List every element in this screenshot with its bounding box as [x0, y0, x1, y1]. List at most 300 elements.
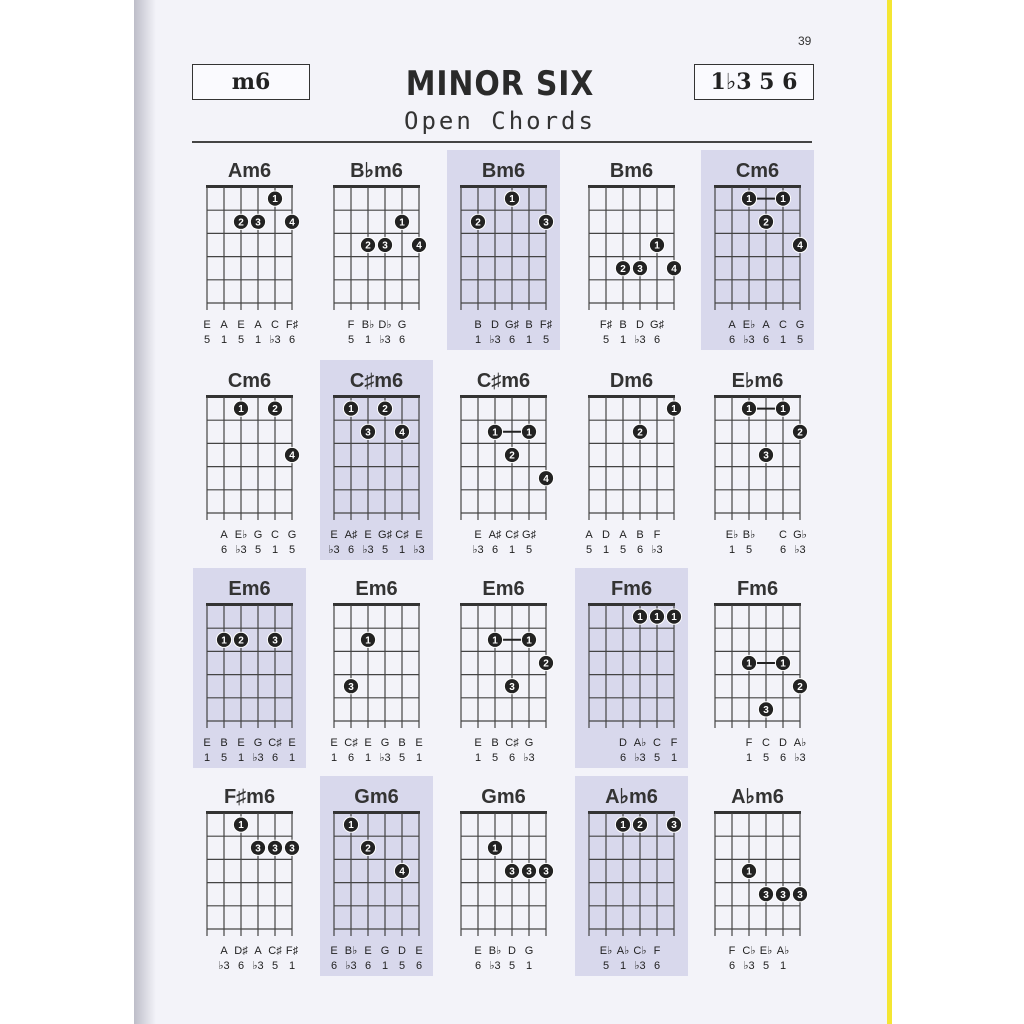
string-note: E♭	[742, 319, 756, 331]
finger-number: 4	[289, 217, 295, 229]
string-interval: 1	[508, 544, 516, 556]
string-interval: 6	[619, 752, 627, 764]
finger-number: 4	[399, 427, 405, 439]
finger-number: 3	[365, 427, 371, 439]
string-note: G	[253, 529, 263, 541]
chord-diagram	[588, 160, 682, 346]
finger-number: 1	[348, 820, 354, 832]
string-note: E	[203, 737, 211, 749]
string-interval: 6	[474, 960, 482, 972]
string-interval: 6	[491, 544, 499, 556]
string-note: A	[254, 319, 262, 331]
chord-name: Cm6	[227, 370, 272, 392]
chord-name: C♯m6	[476, 370, 531, 392]
string-note: E	[203, 319, 211, 331]
finger-number: 3	[255, 843, 261, 855]
string-note: B	[474, 319, 482, 331]
string-note: A	[220, 945, 228, 957]
chord-nut	[206, 603, 293, 606]
chord-nut	[588, 395, 675, 398]
chord-nut	[460, 811, 547, 814]
finger-number: 4	[797, 240, 803, 252]
finger-number: 3	[272, 635, 278, 647]
chord-diagram	[714, 786, 808, 972]
chord-diagram	[575, 776, 688, 976]
finger-number: 1	[654, 240, 660, 252]
string-note: A	[220, 319, 228, 331]
finger-number: 3	[526, 866, 532, 878]
chord-nut	[333, 603, 420, 606]
string-note: A	[585, 529, 593, 541]
string-note: D	[636, 319, 644, 331]
string-interval: 1	[779, 960, 787, 972]
chord-diagram	[460, 786, 554, 972]
string-interval: 1	[474, 334, 482, 346]
string-note: D	[779, 737, 787, 749]
chord-name: Cm6	[735, 160, 780, 182]
string-note: F♯	[539, 319, 553, 331]
string-interval: 1	[381, 960, 389, 972]
string-interval: 6	[653, 334, 661, 346]
finger-number: 1	[365, 635, 371, 647]
string-interval: 1	[619, 960, 627, 972]
string-note: C♯	[268, 737, 282, 749]
chord-name: A♭m6	[605, 786, 658, 808]
finger-number: 1	[238, 820, 244, 832]
string-interval: 1	[254, 334, 262, 346]
string-note: G	[524, 945, 534, 957]
string-note: A	[254, 945, 262, 957]
chord-diagram	[330, 578, 422, 764]
string-note: C	[271, 319, 279, 331]
finger-number: 1	[637, 612, 643, 624]
string-interval: 6	[728, 960, 736, 972]
finger-number: 3	[382, 240, 388, 252]
string-note: E	[415, 945, 423, 957]
string-interval: 5	[398, 752, 406, 764]
string-interval: ♭3	[218, 960, 230, 972]
chord-name: F♯m6	[223, 786, 276, 808]
finger-number: 3	[797, 889, 803, 901]
string-interval: ♭3	[651, 544, 663, 556]
string-interval: 1	[745, 752, 753, 764]
string-interval: ♭3	[634, 334, 646, 346]
chord-nut	[714, 811, 801, 814]
string-interval: 1	[288, 752, 296, 764]
string-interval: 6	[415, 960, 423, 972]
chord-nut	[588, 603, 675, 606]
chord-nut	[333, 811, 420, 814]
string-note: E	[364, 737, 372, 749]
string-interval: 5	[254, 544, 262, 556]
string-note: A	[220, 529, 228, 541]
string-interval: 6	[220, 544, 228, 556]
string-note: D♯	[234, 945, 248, 957]
string-interval: 1	[330, 752, 338, 764]
string-note: C♯	[344, 737, 358, 749]
string-note: E	[237, 319, 245, 331]
string-note: B♭	[742, 529, 756, 541]
string-note: F	[653, 529, 661, 541]
string-note: A♭	[793, 737, 807, 749]
string-note: B	[398, 737, 406, 749]
string-interval: ♭3	[794, 544, 806, 556]
string-interval: 6	[779, 544, 787, 556]
finger-number: 2	[382, 404, 388, 416]
string-note: F♯	[285, 319, 299, 331]
chord-nut	[206, 811, 293, 814]
string-note: D	[602, 529, 610, 541]
page-number: 39	[798, 34, 812, 48]
string-note: A♭	[616, 945, 630, 957]
string-note: B	[636, 529, 644, 541]
chord-name: A♭m6	[731, 786, 784, 808]
chord-nut	[460, 185, 547, 188]
string-interval: 1	[728, 544, 736, 556]
string-note: C♯	[395, 529, 409, 541]
finger-number: 3	[509, 866, 515, 878]
finger-number: 1	[746, 194, 752, 206]
finger-number: 1	[780, 194, 786, 206]
string-interval: 1	[525, 960, 533, 972]
string-interval: 1	[364, 752, 372, 764]
finger-number: 1	[509, 194, 515, 206]
string-interval: 1	[398, 544, 406, 556]
finger-number: 2	[365, 843, 371, 855]
string-note: F	[670, 737, 678, 749]
string-interval: 1	[602, 544, 610, 556]
finger-number: 2	[797, 681, 803, 693]
string-interval: 5	[508, 960, 516, 972]
string-interval: ♭3	[743, 960, 755, 972]
string-note: D	[508, 945, 516, 957]
finger-number: 4	[543, 473, 549, 485]
chord-name: Bm6	[481, 160, 526, 182]
chord-diagram	[333, 160, 427, 346]
finger-number: 1	[654, 612, 660, 624]
finger-number: 1	[526, 635, 532, 647]
string-interval: 5	[585, 544, 593, 556]
chord-diagram	[460, 370, 554, 556]
chord-type-text: m6	[231, 69, 271, 95]
finger-number: 4	[416, 240, 422, 252]
finger-number: 1	[272, 194, 278, 206]
string-note: G♯	[377, 529, 393, 541]
string-interval: 6	[271, 752, 279, 764]
finger-number: 2	[637, 427, 643, 439]
string-interval: ♭3	[489, 334, 501, 346]
string-interval: 6	[762, 334, 770, 346]
string-note: A	[619, 529, 627, 541]
chord-nut	[206, 395, 293, 398]
string-note: E	[415, 529, 423, 541]
finger-number: 2	[763, 217, 769, 229]
finger-number: 1	[526, 427, 532, 439]
string-note: C♯	[268, 945, 282, 957]
string-interval: 5	[491, 752, 499, 764]
string-interval: 1	[237, 752, 245, 764]
string-note: F	[347, 319, 355, 331]
chord-diagram	[447, 150, 560, 350]
string-note: B♭	[361, 319, 375, 331]
string-interval: ♭3	[523, 752, 535, 764]
string-note: E	[237, 737, 245, 749]
string-interval: 1	[619, 334, 627, 346]
string-interval: 6	[364, 960, 372, 972]
page-title: MINOR SIX	[405, 64, 595, 104]
string-interval: ♭3	[379, 334, 391, 346]
string-interval: ♭3	[413, 544, 425, 556]
string-note: G♯	[521, 529, 537, 541]
finger-number: 4	[289, 450, 295, 462]
string-note: A♭	[776, 945, 790, 957]
finger-number: 3	[272, 843, 278, 855]
chord-nut	[460, 395, 547, 398]
finger-number: 2	[637, 820, 643, 832]
string-interval: 6	[508, 334, 516, 346]
string-interval: 1	[415, 752, 423, 764]
string-interval: 6	[728, 334, 736, 346]
finger-number: 1	[348, 404, 354, 416]
chord-name: Fm6	[610, 578, 653, 600]
finger-number: 3	[763, 450, 769, 462]
finger-number: 1	[671, 404, 677, 416]
chord-diagram	[203, 160, 299, 346]
chord-nut	[588, 185, 675, 188]
finger-number: 1	[746, 404, 752, 416]
string-note: G	[380, 737, 390, 749]
string-interval: 1	[474, 752, 482, 764]
string-note: E	[364, 945, 372, 957]
string-note: G	[380, 945, 390, 957]
finger-number: 1	[746, 658, 752, 670]
string-note: F♯	[599, 319, 613, 331]
finger-number: 1	[492, 635, 498, 647]
string-interval: ♭3	[489, 960, 501, 972]
string-note: F	[728, 945, 736, 957]
string-interval: ♭3	[634, 752, 646, 764]
string-interval: 1	[220, 334, 228, 346]
string-note: G	[524, 737, 534, 749]
chord-name: Gm6	[354, 786, 399, 808]
string-note: E	[474, 945, 482, 957]
string-interval: 5	[398, 960, 406, 972]
string-interval: 1	[525, 334, 533, 346]
string-interval: 5	[220, 752, 228, 764]
string-note: D♭	[378, 319, 392, 331]
finger-number: 3	[509, 681, 515, 693]
string-interval: ♭3	[252, 752, 264, 764]
string-note: G	[253, 737, 263, 749]
finger-number: 2	[509, 450, 515, 462]
chord-diagram	[575, 568, 688, 768]
string-note: B	[220, 737, 228, 749]
string-note: F♯	[285, 945, 299, 957]
string-note: B	[619, 319, 627, 331]
string-interval: ♭3	[235, 544, 247, 556]
string-note: A	[728, 319, 736, 331]
string-interval: 6	[398, 334, 406, 346]
finger-number: 2	[620, 263, 626, 275]
string-note: C	[779, 319, 787, 331]
string-interval: ♭3	[362, 544, 374, 556]
string-interval: 5	[762, 752, 770, 764]
string-interval: 5	[619, 544, 627, 556]
chord-formula-text: 1♭3 5 6	[710, 69, 798, 95]
string-note: E	[474, 529, 482, 541]
string-interval: 5	[602, 960, 610, 972]
string-note: C	[779, 529, 787, 541]
string-interval: 1	[288, 960, 296, 972]
finger-number: 2	[272, 404, 278, 416]
string-note: E♭	[234, 529, 248, 541]
string-interval: ♭3	[328, 544, 340, 556]
chord-diagram	[585, 370, 681, 556]
finger-number: 3	[637, 263, 643, 275]
finger-number: 1	[221, 635, 227, 647]
chord-name: Bm6	[609, 160, 654, 182]
finger-number: 4	[399, 866, 405, 878]
string-note: C	[762, 737, 770, 749]
string-note: A♯	[344, 529, 358, 541]
string-note: C♭	[742, 945, 756, 957]
finger-number: 3	[348, 681, 354, 693]
finger-number: 2	[543, 658, 549, 670]
string-interval: 5	[602, 334, 610, 346]
string-interval: 5	[542, 334, 550, 346]
finger-number: 3	[763, 705, 769, 716]
chord-diagram	[206, 786, 300, 972]
string-interval: ♭3	[379, 752, 391, 764]
string-note: C♯	[505, 737, 519, 749]
string-note: E	[330, 737, 338, 749]
chord-name: Em6	[228, 578, 271, 600]
chord-diagram	[193, 568, 306, 768]
string-note: C	[653, 737, 661, 749]
chord-nut	[714, 185, 801, 188]
string-note: G♯	[504, 319, 520, 331]
finger-number: 3	[289, 843, 295, 855]
string-interval: ♭3	[472, 544, 484, 556]
string-note: A♯	[488, 529, 502, 541]
string-note: E	[288, 737, 296, 749]
string-note: G	[397, 319, 407, 331]
string-note: E♭	[725, 529, 739, 541]
finger-number: 3	[543, 866, 549, 878]
chord-name: Em6	[482, 578, 525, 600]
string-interval: 5	[762, 960, 770, 972]
finger-number: 1	[780, 658, 786, 670]
string-note: G	[287, 529, 297, 541]
finger-number: 1	[780, 404, 786, 416]
chord-name: Fm6	[736, 578, 779, 600]
string-note: B	[525, 319, 533, 331]
string-note: G♯	[649, 319, 665, 331]
string-interval: 6	[347, 752, 355, 764]
chord-diagram	[714, 370, 808, 556]
finger-number: 3	[763, 889, 769, 901]
finger-number: 2	[365, 240, 371, 252]
chord-diagram	[320, 776, 433, 976]
chord-nut	[714, 395, 801, 398]
string-note: B♭	[344, 945, 358, 957]
chord-diagram	[701, 150, 814, 350]
chord-nut	[588, 811, 675, 814]
string-note: B	[491, 737, 499, 749]
finger-number: 1	[671, 612, 677, 624]
string-note: C♭	[633, 945, 647, 957]
string-interval: 6	[237, 960, 245, 972]
string-interval: 6	[636, 544, 644, 556]
string-interval: ♭3	[252, 960, 264, 972]
string-interval: 1	[670, 752, 678, 764]
string-note: G	[795, 319, 805, 331]
string-interval: ♭3	[269, 334, 281, 346]
string-interval: 6	[288, 334, 296, 346]
finger-number: 1	[492, 843, 498, 855]
string-interval: 5	[745, 544, 753, 556]
chord-name: Em6	[355, 578, 398, 600]
string-interval: ♭3	[634, 960, 646, 972]
string-note: A♭	[633, 737, 647, 749]
string-note: E	[364, 529, 372, 541]
string-note: E	[330, 945, 338, 957]
string-interval: 1	[364, 334, 372, 346]
chord-name: C♯m6	[349, 370, 404, 392]
string-note: E♭	[599, 945, 613, 957]
string-note: E	[415, 737, 423, 749]
string-interval: 6	[779, 752, 787, 764]
chord-diagram	[320, 360, 433, 560]
finger-number: 1	[399, 217, 405, 229]
finger-number: 1	[746, 866, 752, 878]
string-interval: ♭3	[794, 752, 806, 764]
string-note: B♭	[488, 945, 502, 957]
string-interval: ♭3	[345, 960, 357, 972]
chord-name: Am6	[227, 160, 272, 182]
page-subtitle: Open Chords	[404, 107, 596, 135]
string-interval: 6	[347, 544, 355, 556]
string-note: E♭	[759, 945, 773, 957]
finger-number: 2	[475, 217, 481, 229]
string-interval: 5	[203, 334, 211, 346]
chord-diagram	[460, 578, 554, 764]
chord-name: E♭m6	[731, 370, 784, 392]
string-interval: 5	[525, 544, 533, 556]
finger-number: 2	[238, 217, 244, 229]
string-interval: ♭3	[743, 334, 755, 346]
finger-number: 3	[780, 889, 786, 901]
string-interval: 6	[653, 960, 661, 972]
chord-diagram	[714, 578, 808, 764]
finger-number: 3	[543, 217, 549, 229]
finger-number: 1	[492, 427, 498, 439]
finger-number: 3	[671, 820, 677, 832]
string-note: D	[619, 737, 627, 749]
string-note: F	[745, 737, 753, 749]
string-note: G♭	[793, 529, 807, 541]
string-interval: 1	[203, 752, 211, 764]
string-interval: 5	[288, 544, 296, 556]
chord-nut	[333, 395, 420, 398]
chord-nut	[460, 603, 547, 606]
string-note: D	[398, 945, 406, 957]
string-note: E	[474, 737, 482, 749]
string-interval: 5	[653, 752, 661, 764]
string-interval: 5	[237, 334, 245, 346]
string-interval: 1	[271, 544, 279, 556]
string-note: D	[491, 319, 499, 331]
